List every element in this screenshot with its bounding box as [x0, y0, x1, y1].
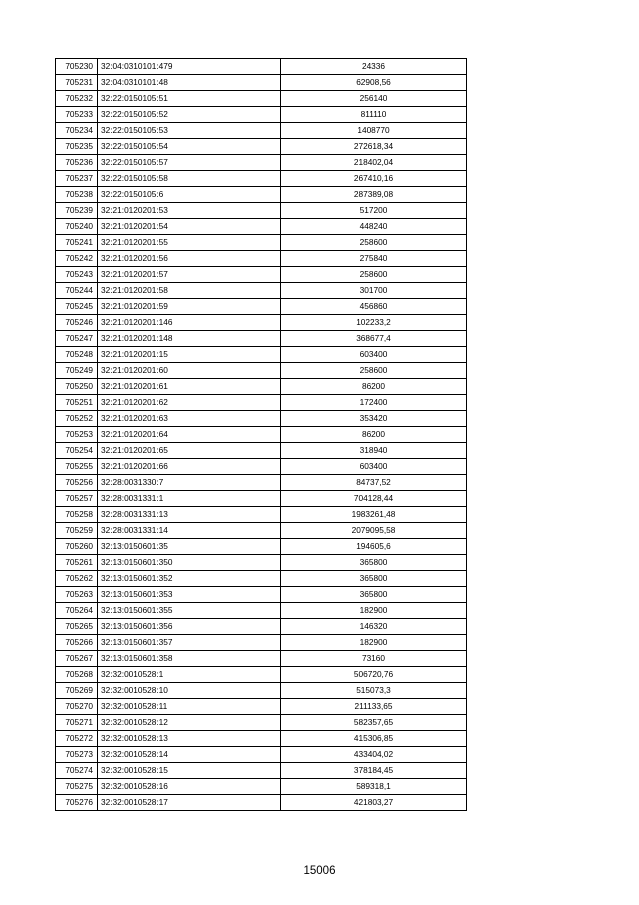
- value-cell: 2079095,58: [281, 523, 467, 539]
- table-row: [56, 539, 467, 555]
- table-row: [56, 523, 467, 539]
- row-id-cell: 705253: [56, 427, 98, 443]
- value-cell: 102233,2: [281, 315, 467, 331]
- row-id-cell: 705271: [56, 715, 98, 731]
- value-cell: 172400: [281, 395, 467, 411]
- row-id-cell: 705234: [56, 123, 98, 139]
- table-row: [56, 731, 467, 747]
- value-cell: 301700: [281, 283, 467, 299]
- value-cell: 318940: [281, 443, 467, 459]
- table-row: [56, 59, 467, 75]
- cadastral-number-cell: 32:22:0150105:53: [98, 123, 281, 139]
- table-row: [56, 427, 467, 443]
- cadastral-number-cell: 32:22:0150105:6: [98, 187, 281, 203]
- table-row: [56, 795, 467, 811]
- row-id-cell: 705249: [56, 363, 98, 379]
- row-id-cell: 705266: [56, 635, 98, 651]
- table-row: [56, 91, 467, 107]
- value-cell: 704128,44: [281, 491, 467, 507]
- table-row: [56, 779, 467, 795]
- value-cell: 86200: [281, 379, 467, 395]
- cadastral-number-cell: 32:22:0150105:52: [98, 107, 281, 123]
- table-row: [56, 123, 467, 139]
- cadastral-number-cell: 32:21:0120201:62: [98, 395, 281, 411]
- cadastral-number-cell: 32:13:0150601:35: [98, 539, 281, 555]
- row-id-cell: 705241: [56, 235, 98, 251]
- row-id-cell: 705231: [56, 75, 98, 91]
- row-id-cell: 705256: [56, 475, 98, 491]
- value-cell: 589318,1: [281, 779, 467, 795]
- cadastral-number-cell: 32:32:0010528:14: [98, 747, 281, 763]
- value-cell: 415306,85: [281, 731, 467, 747]
- cadastral-number-cell: 32:04:0310101:48: [98, 75, 281, 91]
- cadastral-number-cell: 32:21:0120201:65: [98, 443, 281, 459]
- cadastral-number-cell: 32:13:0150601:355: [98, 603, 281, 619]
- cadastral-number-cell: 32:32:0010528:17: [98, 795, 281, 811]
- value-cell: 258600: [281, 363, 467, 379]
- value-cell: 256140: [281, 91, 467, 107]
- table-row: [56, 347, 467, 363]
- cadastral-number-cell: 32:32:0010528:1: [98, 667, 281, 683]
- row-id-cell: 705238: [56, 187, 98, 203]
- value-cell: 86200: [281, 427, 467, 443]
- row-id-cell: 705252: [56, 411, 98, 427]
- table-row: [56, 747, 467, 763]
- table-row: [56, 315, 467, 331]
- page-number: 15006: [303, 865, 336, 877]
- table-body: [56, 59, 467, 811]
- cadastral-number-cell: 32:21:0120201:60: [98, 363, 281, 379]
- cadastral-value-table: [55, 58, 467, 811]
- table-row: [56, 491, 467, 507]
- value-cell: 272618,34: [281, 139, 467, 155]
- row-id-cell: 705243: [56, 267, 98, 283]
- table-row: [56, 555, 467, 571]
- value-cell: 146320: [281, 619, 467, 635]
- cadastral-number-cell: 32:04:0310101:479: [98, 59, 281, 75]
- cadastral-number-cell: 32:21:0120201:66: [98, 459, 281, 475]
- row-id-cell: 705261: [56, 555, 98, 571]
- value-cell: 582357,65: [281, 715, 467, 731]
- row-id-cell: 705255: [56, 459, 98, 475]
- row-id-cell: 705233: [56, 107, 98, 123]
- row-id-cell: 705250: [56, 379, 98, 395]
- row-id-cell: 705244: [56, 283, 98, 299]
- value-cell: 603400: [281, 347, 467, 363]
- cadastral-number-cell: 32:21:0120201:63: [98, 411, 281, 427]
- cadastral-number-cell: 32:21:0120201:58: [98, 283, 281, 299]
- cadastral-number-cell: 32:21:0120201:64: [98, 427, 281, 443]
- value-cell: 24336: [281, 59, 467, 75]
- value-cell: 433404,02: [281, 747, 467, 763]
- value-cell: 218402,04: [281, 155, 467, 171]
- cadastral-number-cell: 32:32:0010528:11: [98, 699, 281, 715]
- cadastral-number-cell: 32:22:0150105:58: [98, 171, 281, 187]
- table-row: [56, 619, 467, 635]
- row-id-cell: 705239: [56, 203, 98, 219]
- table-row: [56, 139, 467, 155]
- row-id-cell: 705272: [56, 731, 98, 747]
- row-id-cell: 705237: [56, 171, 98, 187]
- cadastral-number-cell: 32:21:0120201:146: [98, 315, 281, 331]
- value-cell: 258600: [281, 235, 467, 251]
- table-row: [56, 219, 467, 235]
- value-cell: 517200: [281, 203, 467, 219]
- value-cell: 506720,76: [281, 667, 467, 683]
- value-cell: 353420: [281, 411, 467, 427]
- cadastral-number-cell: 32:21:0120201:56: [98, 251, 281, 267]
- table-row: [56, 75, 467, 91]
- row-id-cell: 705263: [56, 587, 98, 603]
- row-id-cell: 705262: [56, 571, 98, 587]
- table-row: [56, 251, 467, 267]
- value-cell: 84737,52: [281, 475, 467, 491]
- cadastral-number-cell: 32:13:0150601:357: [98, 635, 281, 651]
- value-cell: 182900: [281, 635, 467, 651]
- cadastral-number-cell: 32:21:0120201:54: [98, 219, 281, 235]
- row-id-cell: 705235: [56, 139, 98, 155]
- table-row: [56, 603, 467, 619]
- cadastral-number-cell: 32:13:0150601:352: [98, 571, 281, 587]
- cadastral-number-cell: 32:21:0120201:148: [98, 331, 281, 347]
- table-row: [56, 283, 467, 299]
- value-cell: 258600: [281, 267, 467, 283]
- row-id-cell: 705242: [56, 251, 98, 267]
- table-row: [56, 683, 467, 699]
- row-id-cell: 705232: [56, 91, 98, 107]
- table-row: [56, 571, 467, 587]
- table-row: [56, 459, 467, 475]
- table-row: [56, 363, 467, 379]
- row-id-cell: 705268: [56, 667, 98, 683]
- value-cell: 456860: [281, 299, 467, 315]
- table-row: [56, 395, 467, 411]
- cadastral-number-cell: 32:32:0010528:12: [98, 715, 281, 731]
- table-row: [56, 667, 467, 683]
- cadastral-number-cell: 32:28:0031331:1: [98, 491, 281, 507]
- value-cell: 1983261,48: [281, 507, 467, 523]
- value-cell: 603400: [281, 459, 467, 475]
- table-row: [56, 187, 467, 203]
- table-row: [56, 171, 467, 187]
- table-row: [56, 267, 467, 283]
- cadastral-number-cell: 32:21:0120201:53: [98, 203, 281, 219]
- value-cell: 811110: [281, 107, 467, 123]
- cadastral-number-cell: 32:22:0150105:57: [98, 155, 281, 171]
- value-cell: 73160: [281, 651, 467, 667]
- value-cell: 421803,27: [281, 795, 467, 811]
- row-id-cell: 705245: [56, 299, 98, 315]
- value-cell: 211133,65: [281, 699, 467, 715]
- value-cell: 62908,56: [281, 75, 467, 91]
- row-id-cell: 705254: [56, 443, 98, 459]
- row-id-cell: 705236: [56, 155, 98, 171]
- cadastral-number-cell: 32:13:0150601:358: [98, 651, 281, 667]
- value-cell: 365800: [281, 555, 467, 571]
- value-cell: 287389,08: [281, 187, 467, 203]
- row-id-cell: 705260: [56, 539, 98, 555]
- value-cell: 515073,3: [281, 683, 467, 699]
- row-id-cell: 705265: [56, 619, 98, 635]
- row-id-cell: 705247: [56, 331, 98, 347]
- value-cell: 448240: [281, 219, 467, 235]
- cadastral-number-cell: 32:22:0150105:51: [98, 91, 281, 107]
- table-row: [56, 763, 467, 779]
- cadastral-number-cell: 32:21:0120201:15: [98, 347, 281, 363]
- table-row: [56, 107, 467, 123]
- cadastral-number-cell: 32:28:0031331:14: [98, 523, 281, 539]
- table-row: [56, 299, 467, 315]
- table-row: [56, 411, 467, 427]
- value-cell: 182900: [281, 603, 467, 619]
- table-row: [56, 507, 467, 523]
- cadastral-number-cell: 32:21:0120201:61: [98, 379, 281, 395]
- cadastral-number-cell: 32:22:0150105:54: [98, 139, 281, 155]
- cadastral-number-cell: 32:28:0031331:13: [98, 507, 281, 523]
- table-row: [56, 715, 467, 731]
- row-id-cell: 705240: [56, 219, 98, 235]
- row-id-cell: 705264: [56, 603, 98, 619]
- cadastral-number-cell: 32:32:0010528:16: [98, 779, 281, 795]
- row-id-cell: 705273: [56, 747, 98, 763]
- table-row: [56, 235, 467, 251]
- cadastral-number-cell: 32:32:0010528:10: [98, 683, 281, 699]
- table-row: [56, 651, 467, 667]
- table-row: [56, 379, 467, 395]
- row-id-cell: 705248: [56, 347, 98, 363]
- value-cell: 275840: [281, 251, 467, 267]
- cadastral-number-cell: 32:32:0010528:15: [98, 763, 281, 779]
- row-id-cell: 705259: [56, 523, 98, 539]
- value-cell: 378184,45: [281, 763, 467, 779]
- row-id-cell: 705275: [56, 779, 98, 795]
- cadastral-number-cell: 32:13:0150601:356: [98, 619, 281, 635]
- value-cell: 365800: [281, 571, 467, 587]
- cadastral-number-cell: 32:21:0120201:59: [98, 299, 281, 315]
- table-row: [56, 635, 467, 651]
- row-id-cell: 705276: [56, 795, 98, 811]
- cadastral-number-cell: 32:21:0120201:57: [98, 267, 281, 283]
- cadastral-number-cell: 32:13:0150601:353: [98, 587, 281, 603]
- table-row: [56, 587, 467, 603]
- table-row: [56, 699, 467, 715]
- row-id-cell: 705257: [56, 491, 98, 507]
- document-table-container: [55, 58, 466, 811]
- table-row: [56, 475, 467, 491]
- row-id-cell: 705269: [56, 683, 98, 699]
- row-id-cell: 705251: [56, 395, 98, 411]
- value-cell: 1408770: [281, 123, 467, 139]
- row-id-cell: 705230: [56, 59, 98, 75]
- cadastral-number-cell: 32:21:0120201:55: [98, 235, 281, 251]
- value-cell: 365800: [281, 587, 467, 603]
- row-id-cell: 705270: [56, 699, 98, 715]
- table-row: [56, 443, 467, 459]
- table-row: [56, 203, 467, 219]
- row-id-cell: 705274: [56, 763, 98, 779]
- value-cell: 368677,4: [281, 331, 467, 347]
- table-row: [56, 155, 467, 171]
- value-cell: 267410,16: [281, 171, 467, 187]
- cadastral-number-cell: 32:32:0010528:13: [98, 731, 281, 747]
- table-row: [56, 331, 467, 347]
- value-cell: 194605,6: [281, 539, 467, 555]
- row-id-cell: 705258: [56, 507, 98, 523]
- cadastral-number-cell: 32:28:0031330:7: [98, 475, 281, 491]
- row-id-cell: 705267: [56, 651, 98, 667]
- row-id-cell: 705246: [56, 315, 98, 331]
- cadastral-number-cell: 32:13:0150601:350: [98, 555, 281, 571]
